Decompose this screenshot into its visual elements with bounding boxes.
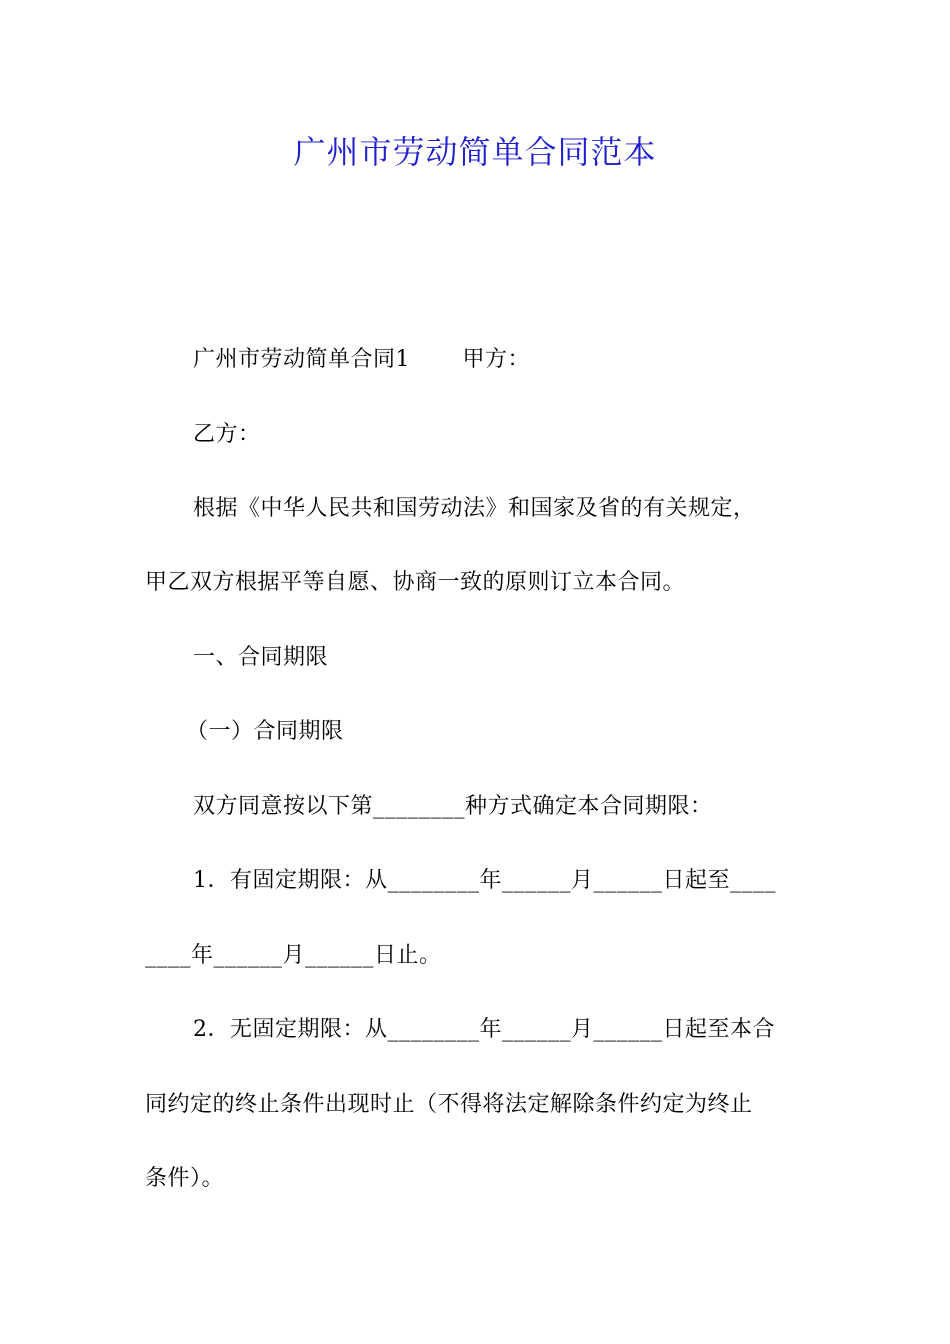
document-title: 广州市劳动简单合同范本 (293, 133, 657, 171)
clause-line: 同约定的终止条件出现时止（不得将法定解除条件约定为终止 (145, 1092, 753, 1117)
party-b-line: 乙方： (193, 422, 261, 447)
subsection-heading: （一）合同期限 (186, 719, 344, 744)
clause-line: 条件）。 (145, 1166, 225, 1191)
section-heading: 一、合同期限 (193, 645, 329, 670)
clause-line: ____年______月______日止。 (145, 943, 442, 968)
paragraph-line: 双方同意按以下第________种方式确定本合同期限： (193, 794, 713, 819)
clause-line: 2．无固定期限：从________年______月______日起至本合 (193, 1017, 775, 1042)
contract-heading-party-a: 广州市劳动简单合同1 甲方： (193, 347, 530, 372)
paragraph-line: 甲乙双方根据平等自愿、协商一致的原则订立本合同。 (145, 570, 686, 595)
clause-line: 1．有固定期限：从________年______月______日起至____ (193, 868, 776, 893)
paragraph-line: 根据《中华人民共和国劳动法》和国家及省的有关规定， (193, 496, 756, 521)
